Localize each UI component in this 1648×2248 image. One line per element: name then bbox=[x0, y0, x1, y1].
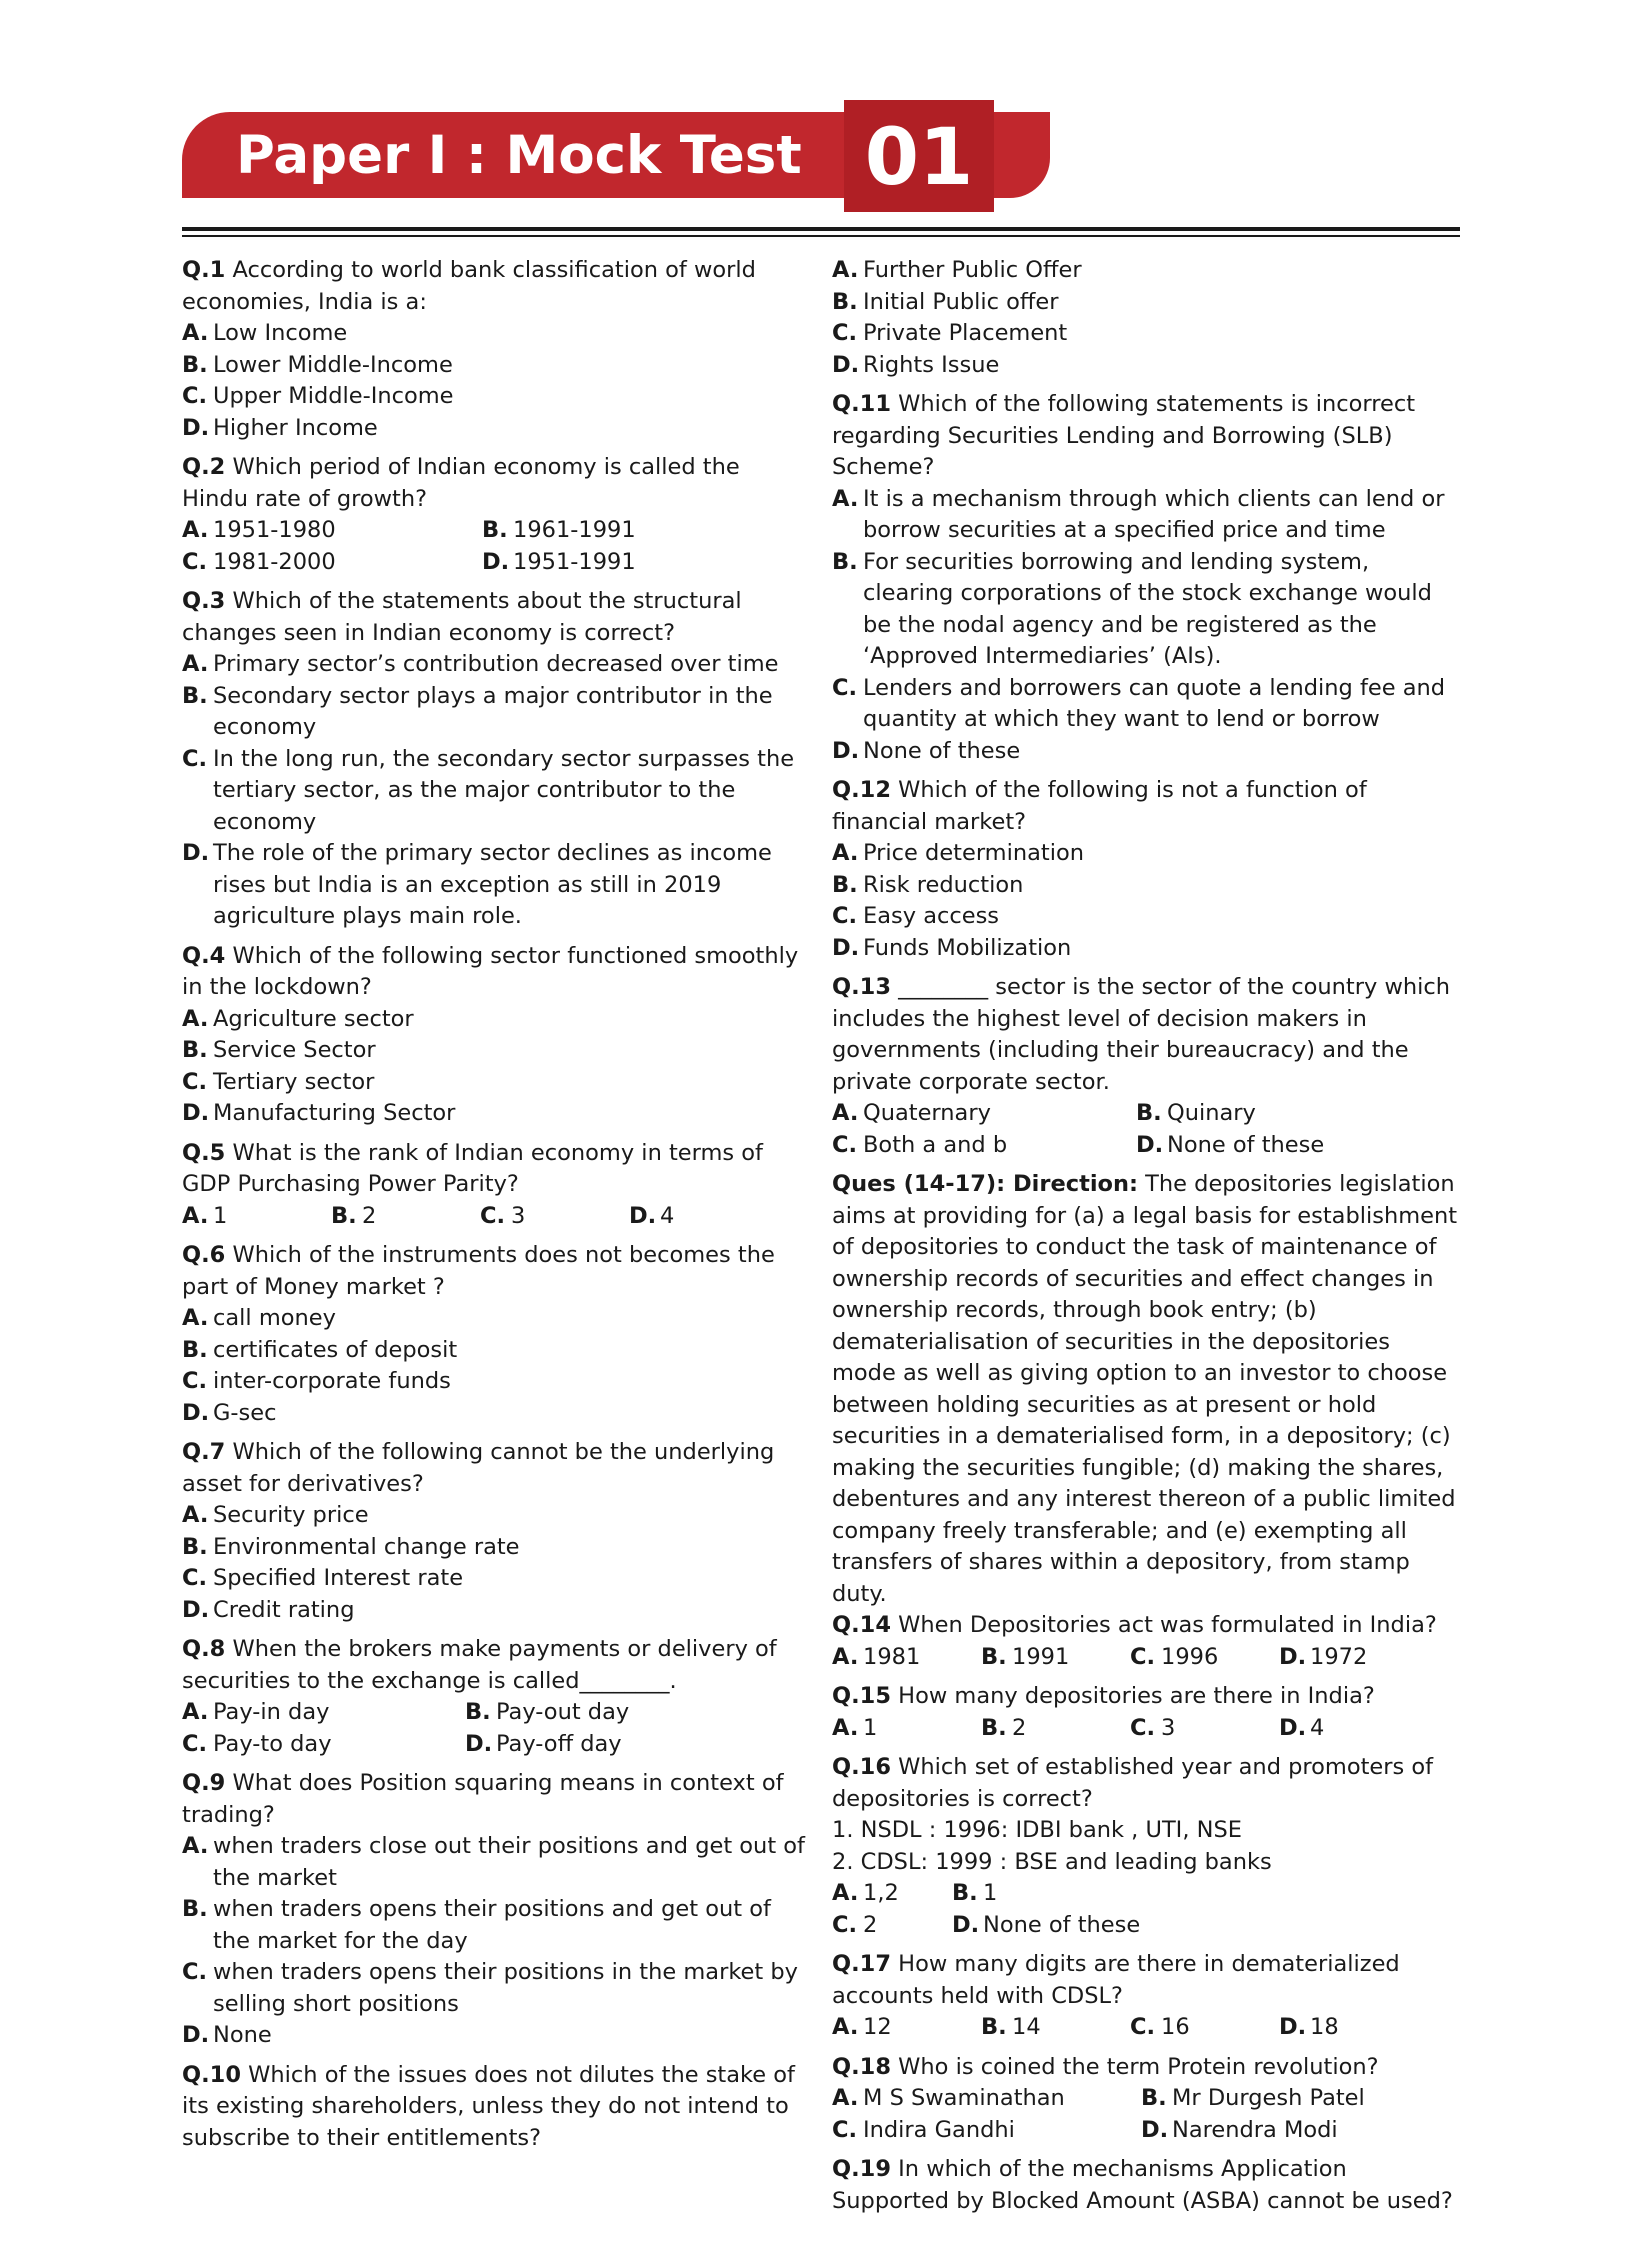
question-10 bbox=[182, 2060, 810, 2155]
question-7 bbox=[182, 1437, 810, 1626]
question-number: Q.16 bbox=[832, 1754, 891, 1780]
question-text: How many depositories are there in India? bbox=[898, 1683, 1375, 1709]
question-number: Q.11 bbox=[832, 391, 891, 417]
question-number: Q.9 bbox=[182, 1770, 226, 1796]
option: A. 1981 bbox=[832, 1643, 921, 1670]
option: C. Indira Gandhi bbox=[832, 2116, 1015, 2143]
option: C. Specified Interest rate bbox=[182, 1565, 464, 1591]
question-12 bbox=[832, 775, 1460, 964]
question-text: Which of the following cannot be the underlying asset for derivatives? bbox=[182, 1439, 775, 1497]
option: D. Credit rating bbox=[182, 1596, 355, 1623]
question-9 bbox=[182, 1768, 810, 2052]
option: B. when traders opens their positions and get out of the market for the day bbox=[182, 1896, 771, 1954]
question-number: Q.14 bbox=[832, 1612, 891, 1638]
option: B. Environmental change rate bbox=[182, 1533, 520, 1560]
option: D. Manufacturing Sector bbox=[182, 1100, 456, 1126]
right-column bbox=[832, 255, 1460, 2225]
direction-text: The depositories legislation aims at providing for (a) a legal basis for establishment of depositories to conduct the task of maintenance of ownership records of securities and effect changes in ownership records, through book entry; (b) dematerialisation of securities in the depositories mode as well as giving option to an investor to choose between holding securities as at present or hold securities in a dematerialised form, in a depository; (c) making the securities fungible; (d) making the shares, debentures and any interest thereon of a public limited company freely transferable; and (e) exempting all transfers of shares within a depository, from stamp duty. bbox=[832, 1171, 1458, 1607]
question-text: Which of the following sector functioned smoothly in the lockdown? bbox=[182, 942, 799, 1000]
option: A. Agriculture sector bbox=[182, 1005, 414, 1032]
option: B. 1961-1991 bbox=[482, 517, 636, 543]
test-number: 01 bbox=[864, 113, 974, 203]
question-number: Q.19 bbox=[832, 2156, 891, 2182]
option: D. 18 bbox=[1279, 2014, 1339, 2040]
option: A. Quaternary bbox=[832, 1100, 991, 1126]
option: C. Easy access bbox=[832, 903, 1000, 929]
question-text: When Depositories act was formulated in India? bbox=[898, 1612, 1437, 1638]
question-number: Q.3 bbox=[182, 588, 226, 614]
option: C. 16 bbox=[1130, 2014, 1190, 2040]
question-text: What is the rank of Indian economy in terms of GDP Purchasing Power Parity? bbox=[182, 1139, 763, 1197]
question-number: Q.4 bbox=[182, 942, 226, 969]
option: B. Secondary sector plays a major contributor in the economy bbox=[182, 682, 773, 740]
option: D. Pay-off day bbox=[465, 1730, 622, 1757]
question-number: Q.13 bbox=[832, 974, 891, 1000]
question-number: Q.10 bbox=[182, 2061, 241, 2088]
question-number: Q.2 bbox=[182, 454, 226, 480]
question-text: According to world bank classification of world economies, India is a: bbox=[182, 257, 756, 315]
option: B. Lower Middle-Income bbox=[182, 351, 453, 378]
question-19 bbox=[832, 2154, 1460, 2217]
question-number: Q.12 bbox=[832, 777, 891, 803]
option: D. 4 bbox=[629, 1202, 675, 1229]
question-text: ________ sector is the sector of the country which includes the highest level of decision makers in governments (including their bureaucracy) and the private corporate sector. bbox=[832, 974, 1451, 1095]
option: B. Risk reduction bbox=[832, 871, 1024, 898]
question-text: Which of the issues does not dilutes the stake of its existing shareholders, unless they do not intend to subscribe to their entitlements? bbox=[182, 2061, 795, 2151]
question-number: Q.17 bbox=[832, 1951, 891, 1977]
question-3 bbox=[182, 586, 810, 933]
question-13 bbox=[832, 972, 1460, 1161]
header-rule-thin bbox=[182, 235, 1460, 237]
option: C. In the long run, the secondary sector surpasses the tertiary sector, as the major contributor to the economy bbox=[182, 745, 795, 835]
question-14 bbox=[832, 1610, 1460, 1673]
question-number: Q.8 bbox=[182, 1636, 226, 1662]
option: A. Security price bbox=[182, 1502, 369, 1528]
option: D. None of these bbox=[832, 737, 1021, 764]
question-text: Which set of established year and promoters of depositories is correct? bbox=[832, 1754, 1434, 1812]
header-rule-thick bbox=[182, 227, 1460, 231]
statement-line: 2. CDSL: 1999 : BSE and leading banks bbox=[832, 1848, 1272, 1875]
question-number: Q.1 bbox=[182, 257, 226, 283]
question-17 bbox=[832, 1949, 1460, 2044]
option: C. Both a and b bbox=[832, 1131, 1008, 1158]
question-15 bbox=[832, 1681, 1460, 1744]
question-text: When the brokers make payments or delivery of securities to the exchange is called________. bbox=[182, 1636, 777, 1694]
options-grid bbox=[832, 1713, 1460, 1745]
option: B. Quinary bbox=[1136, 1100, 1256, 1126]
question-number: Q.15 bbox=[832, 1683, 891, 1709]
question-1 bbox=[182, 255, 810, 444]
option: D. The role of the primary sector declines as income rises but India is an exception as still in 2019 agriculture plays main role. bbox=[182, 840, 772, 929]
option: C. Upper Middle-Income bbox=[182, 383, 454, 409]
question-text: How many digits are there in dematerialized accounts held with CDSL? bbox=[832, 1951, 1400, 2009]
option: A. Primary sector’s contribution decreased over time bbox=[182, 651, 779, 677]
options-grid bbox=[832, 2083, 1460, 2146]
option: C. Tertiary sector bbox=[182, 1068, 375, 1095]
question-10-options bbox=[832, 255, 1460, 381]
option: C. 2 bbox=[832, 1911, 878, 1938]
direction-passage bbox=[832, 1169, 1460, 1610]
option: B. 2 bbox=[331, 1202, 377, 1229]
option: A. 1,2 bbox=[832, 1880, 899, 1906]
option: A. M S Swaminathan bbox=[832, 2085, 1065, 2111]
option: A. call money bbox=[182, 1305, 336, 1331]
option: A. 1 bbox=[182, 1202, 228, 1229]
option: A. Price determination bbox=[832, 840, 1085, 866]
option: A. Pay-in day bbox=[182, 1699, 330, 1725]
options-grid bbox=[182, 1697, 810, 1760]
question-18 bbox=[832, 2052, 1460, 2147]
option: D. None of these bbox=[952, 1911, 1141, 1938]
option: C. Lenders and borrowers can quote a lending fee and quantity at which they want to lend or borrow bbox=[832, 674, 1446, 732]
option: D. None of these bbox=[1136, 1131, 1325, 1158]
option: C. when traders opens their positions in the market by selling short positions bbox=[182, 1959, 798, 2017]
question-text: Which of the statements about the structural changes seen in Indian economy is correct? bbox=[182, 588, 742, 646]
question-5 bbox=[182, 1138, 810, 1233]
option: C. Private Placement bbox=[832, 320, 1068, 346]
question-number: Q.5 bbox=[182, 1139, 226, 1166]
page-title: Paper I : Mock Test bbox=[236, 125, 802, 186]
option: C. 3 bbox=[1130, 1714, 1176, 1741]
option: A. 1951-1980 bbox=[182, 517, 336, 543]
option: B. Service Sector bbox=[182, 1037, 376, 1063]
option: D. Narendra Modi bbox=[1141, 2116, 1338, 2143]
options-grid bbox=[832, 1098, 1460, 1161]
options-grid bbox=[832, 2012, 1460, 2044]
option: C. Pay-to day bbox=[182, 1730, 332, 1757]
option: D. 4 bbox=[1279, 1714, 1325, 1741]
statement-line: 1. NSDL : 1996: IDBI bank , UTI, NSE bbox=[832, 1817, 1242, 1843]
option: A. when traders close out their positions and get out of the market bbox=[182, 1833, 805, 1891]
question-8 bbox=[182, 1634, 810, 1760]
options-grid bbox=[832, 1878, 1460, 1941]
question-text: Which of the instruments does not becomes the part of Money market ? bbox=[182, 1242, 775, 1300]
option: B. 14 bbox=[981, 2014, 1041, 2040]
option: A. 12 bbox=[832, 2014, 892, 2040]
question-2 bbox=[182, 452, 810, 578]
option: D. Higher Income bbox=[182, 414, 378, 441]
option: B. 1 bbox=[952, 1880, 998, 1906]
option: B. 1991 bbox=[981, 1643, 1070, 1670]
option: D. G-sec bbox=[182, 1399, 277, 1426]
question-number: Q.7 bbox=[182, 1439, 226, 1465]
options-grid bbox=[182, 515, 810, 578]
option: C. inter-corporate funds bbox=[182, 1368, 451, 1394]
option: C. 1996 bbox=[1130, 1643, 1219, 1670]
option: B. For securities borrowing and lending system, clearing corporations of the stock exchange would be the nodal agency and be registered as the ‘Approved Intermediaries’ (AIs). bbox=[832, 548, 1432, 669]
option: D. Funds Mobilization bbox=[832, 934, 1072, 961]
question-6 bbox=[182, 1240, 810, 1429]
option: A. Further Public Offer bbox=[832, 257, 1082, 283]
left-column bbox=[182, 255, 810, 2162]
options-grid bbox=[832, 1642, 1460, 1674]
question-4 bbox=[182, 941, 810, 1130]
option: A. 1 bbox=[832, 1714, 878, 1741]
question-number: Q.6 bbox=[182, 1242, 226, 1268]
question-text: In which of the mechanisms Application Supported by Blocked Amount (ASBA) cannot be used? bbox=[832, 2156, 1453, 2214]
option: A. Low Income bbox=[182, 320, 348, 346]
header-banner-tail bbox=[994, 112, 1050, 198]
option: D. Rights Issue bbox=[832, 351, 1000, 378]
option: B. Pay-out day bbox=[465, 1699, 630, 1725]
option: D. 1972 bbox=[1279, 1643, 1368, 1670]
question-11 bbox=[832, 389, 1460, 767]
option: B. certificates of deposit bbox=[182, 1336, 458, 1363]
question-text: Who is coined the term Protein revolution? bbox=[898, 2053, 1379, 2080]
option: A. It is a mechanism through which clients can lend or borrow securities at a specified price and time bbox=[832, 485, 1445, 543]
option: B. 2 bbox=[981, 1714, 1027, 1741]
question-text: Which of the following is not a function of financial market? bbox=[832, 777, 1367, 835]
question-text: Which of the following statements is incorrect regarding Securities Lending and Borrowing (SLB) Scheme? bbox=[832, 391, 1416, 480]
option: C. 1981-2000 bbox=[182, 548, 336, 575]
direction-label: Ques (14-17): Direction: bbox=[832, 1171, 1139, 1197]
question-16 bbox=[832, 1752, 1460, 1941]
option: B. Initial Public offer bbox=[832, 288, 1059, 315]
question-number: Q.18 bbox=[832, 2053, 891, 2080]
options-grid bbox=[182, 1201, 810, 1233]
question-text: What does Position squaring means in context of trading? bbox=[182, 1770, 784, 1828]
option: B. Mr Durgesh Patel bbox=[1141, 2085, 1365, 2111]
option: D. 1951-1991 bbox=[482, 548, 636, 575]
question-text: Which period of Indian economy is called the Hindu rate of growth? bbox=[182, 454, 740, 512]
option: D. None bbox=[182, 2022, 272, 2048]
option: C. 3 bbox=[480, 1202, 526, 1229]
